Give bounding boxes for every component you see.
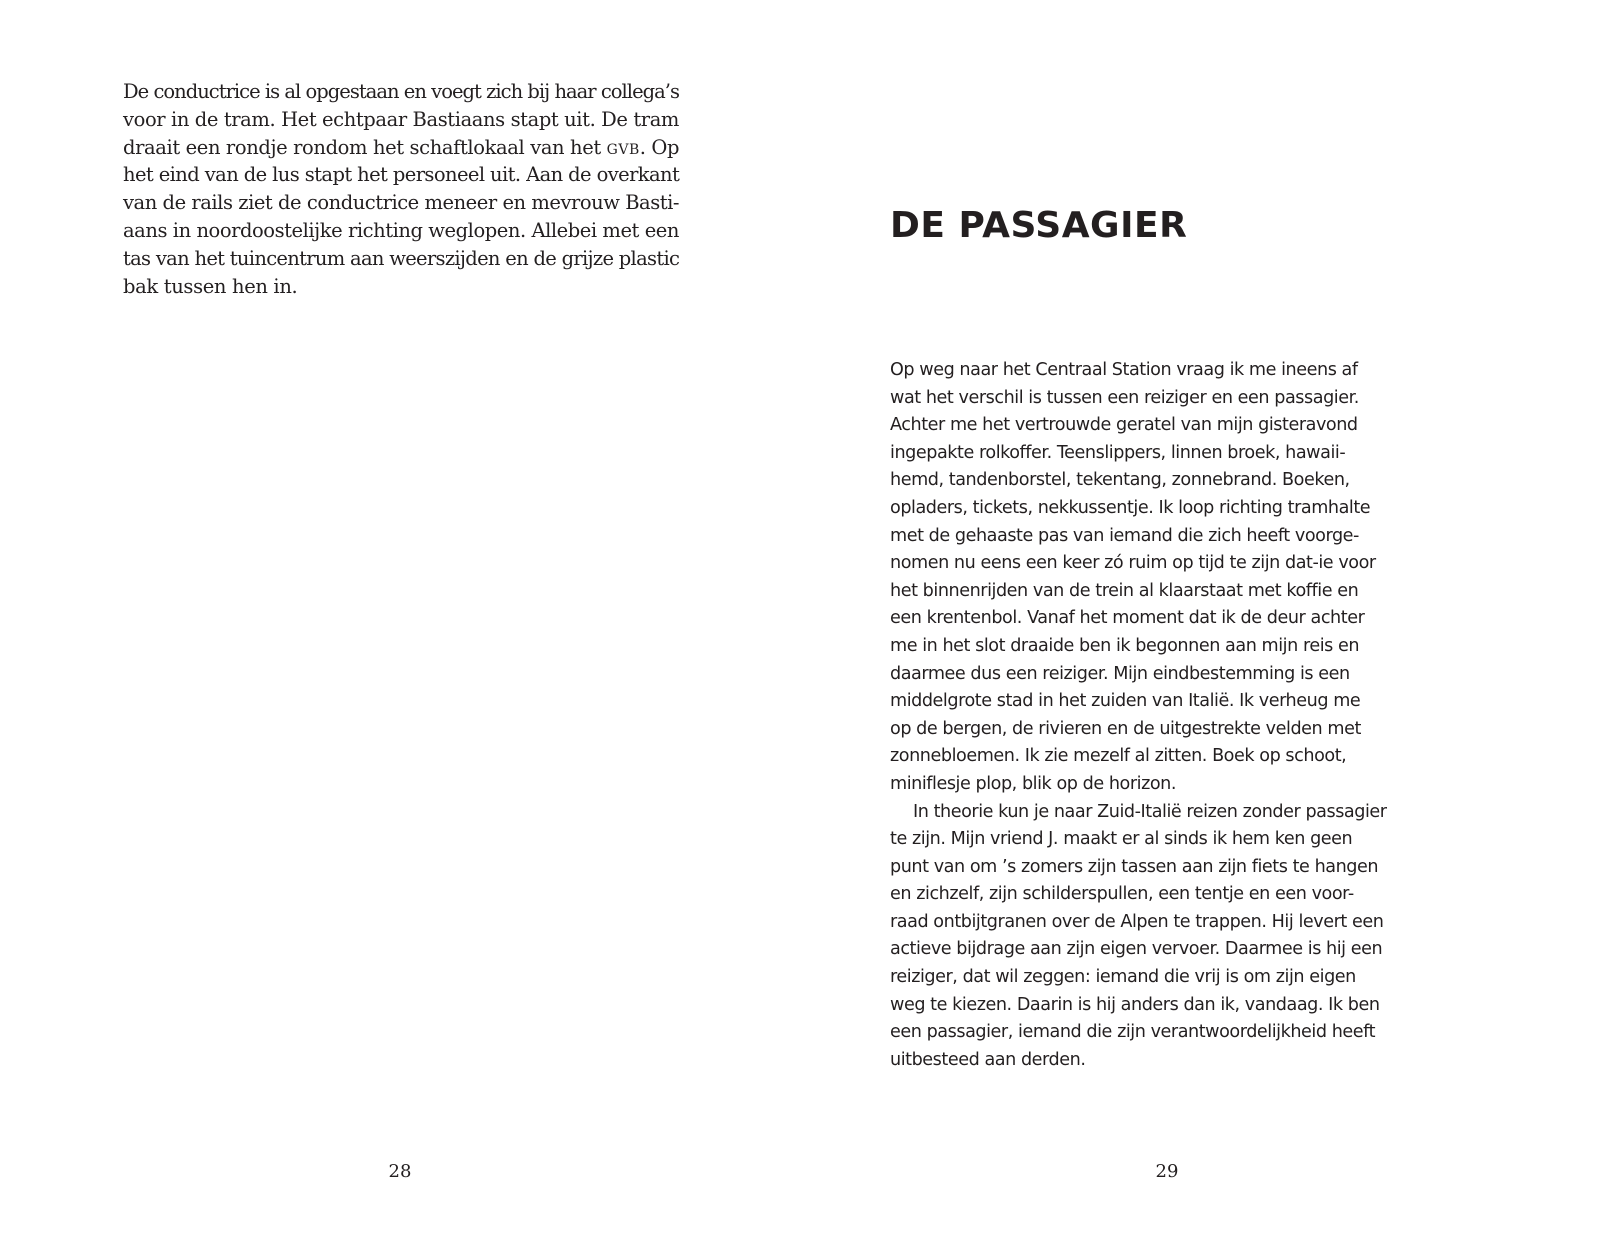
text-line: een passagier, iemand die zijn verantwoordelijkheid heeft	[890, 1022, 1376, 1043]
text-line: Op weg naar het Centraal Station vraag ik me ineens af	[890, 360, 1358, 380]
text-span: draait een rondje rondom het schaftlokaal van het	[123, 135, 607, 159]
text-line: zonnebloemen. Ik zie mezelf al zitten. Boek op schoot,	[890, 746, 1347, 767]
text-line-paragraph-start: In theorie kun je naar Zuid-Italië reizen zonder passagier	[913, 801, 1387, 822]
text-line: met de gehaaste pas van iemand die zich heeft voorge-	[890, 525, 1359, 546]
chapter-title: DE PASSAGIER	[890, 205, 1188, 246]
right-page-body-text	[890, 357, 1418, 1074]
text-line: aans in noordoostelijke richting weglopen. Allebei met een	[123, 218, 679, 242]
text-line: opladers, tickets, nekkussentje. Ik loop richting tramhalte	[890, 497, 1371, 518]
text-line: Achter me het vertrouwde geratel van mijn gisteravond	[890, 415, 1358, 436]
text-line: bak tussen hen in.	[123, 274, 298, 298]
left-page-body-text	[123, 78, 679, 300]
text-line: te zijn. Mijn vriend J. maakt er al sinds ik hem ken geen	[890, 829, 1353, 850]
text-line: reiziger, dat wil zeggen: iemand die vrij is om zijn eigen	[890, 967, 1356, 988]
text-line: op de bergen, de rivieren en de uitgestrekte velden met	[890, 718, 1361, 739]
text-line: van de rails ziet de conductrice meneer en mevrouw Basti-	[123, 191, 679, 215]
text-line: actieve bijdrage aan zijn eigen vervoer. Daarmee is hij een	[890, 939, 1383, 960]
text-line: punt van om ’s zomers zijn tassen aan zijn fiets te hangen	[890, 856, 1379, 877]
text-line: uitbesteed aan derden.	[890, 1049, 1086, 1070]
page-number-left: 28	[388, 1161, 412, 1182]
text-line: me in het slot draaide ben ik begonnen aan mijn reis en	[890, 635, 1360, 656]
text-line: weg te kiezen. Daarin is hij anders dan ik, vandaag. Ik ben	[890, 994, 1380, 1015]
text-span: . Op	[639, 135, 680, 159]
text-line: hemd, tandenborstel, tekentang, zonnebrand. Boeken,	[890, 470, 1350, 491]
text-line: het binnenrijden van de trein al klaarstaat met koffie en	[890, 580, 1359, 601]
text-line: daarmee dus een reiziger. Mijn eindbestemming is een	[890, 663, 1350, 684]
text-line: voor in de tram. Het echtpaar Bastiaans stapt uit. De tram	[123, 107, 680, 131]
text-line: tas van het tuincentrum aan weerszijden en de grijze plastic	[123, 246, 680, 270]
text-line: De conductrice is al opgestaan en voegt zich bij haar collega’s	[123, 80, 679, 103]
text-line: het eind van de lus stapt het personeel uit. Aan de overkant	[123, 163, 680, 187]
abbreviation-gvb: gvb	[606, 135, 640, 159]
text-line: miniflesje plop, blik op de horizon.	[890, 773, 1177, 794]
text-line: een krentenbol. Vanaf het moment dat ik de deur achter	[890, 608, 1365, 629]
text-line: ingepakte rolkoffer. Teenslippers, linnen broek, hawaii-	[890, 442, 1346, 463]
text-line: raad ontbijtgranen over de Alpen te trappen. Hij levert een	[890, 911, 1384, 932]
text-line: en zichzelf, zijn schilderspullen, een tentje en een voor-	[890, 884, 1354, 905]
text-line: middelgrote stad in het zuiden van Italië. Ik verheug me	[890, 691, 1361, 712]
page-number-right: 29	[1155, 1161, 1179, 1182]
text-line	[123, 134, 679, 162]
text-line: wat het verschil is tussen een reiziger en een passagier.	[890, 387, 1359, 408]
text-line: nomen nu eens een keer zó ruim op tijd te zijn dat-ie voor	[890, 553, 1376, 574]
